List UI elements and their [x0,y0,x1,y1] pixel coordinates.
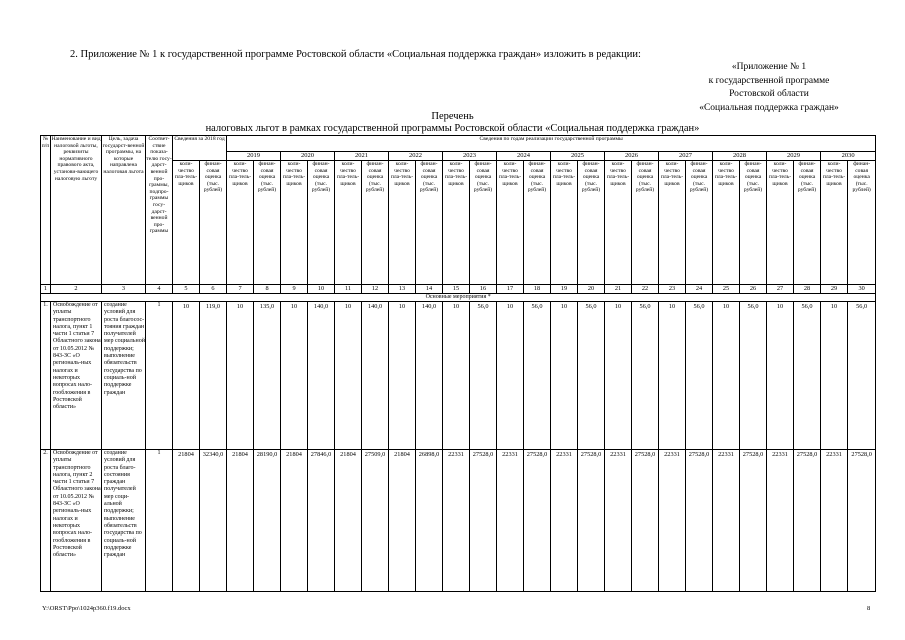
payers-count-cell: 10 [173,302,200,450]
header-payers-count: коли-чество пла-тель-щиков [767,161,794,285]
header-payers-count: коли-чество пла-тель-щиков [659,161,686,285]
financial-estimate-cell: 56,0 [740,302,767,450]
financial-estimate-cell: 56,0 [686,302,713,450]
payers-count-cell: 10 [281,302,308,450]
appendix-line: «Приложение № 1 [731,62,807,72]
payers-count-cell: 22331 [821,450,848,592]
payers-count-cell: 10 [389,302,416,450]
year-header: 2026 [605,152,659,161]
financial-estimate-cell: 27528,0 [686,450,713,592]
header-financial-estimate: финан-совая оценка (тыс. рублей) [686,161,713,285]
column-number: 19 [551,285,578,294]
column-number: 21 [605,285,632,294]
payers-count-cell: 22331 [767,450,794,592]
column-number: 18 [524,285,551,294]
column-number: 20 [578,285,605,294]
payers-count-cell: 22331 [713,450,740,592]
header-financial-estimate: финан-совая оценка (тыс. рублей) [848,161,876,285]
column-number: 27 [767,285,794,294]
column-number: 9 [281,285,308,294]
header-payers-count: коли-чество пла-тель-щиков [821,161,848,285]
header-payers-count: коли-чество пла-тель-щиков [605,161,632,285]
financial-estimate-cell: 27528,0 [740,450,767,592]
column-number: 23 [659,285,686,294]
year-header: 2024 [497,152,551,161]
year-header: 2019 [227,152,281,161]
year-header: 2022 [389,152,443,161]
payers-count-cell: 22331 [659,450,686,592]
indicator-value: 1 [146,450,173,592]
row-number: 2. [41,450,51,592]
financial-estimate-cell: 56,0 [578,302,605,450]
year-header: 2025 [551,152,605,161]
payers-count-cell: 10 [227,302,254,450]
financial-estimate-cell: 28190,0 [254,450,281,592]
benefit-name: Освобождение от уплаты транспортного налога, пункт 1 части 1 статьи 7 Областного закона от 10.05.2012 № 843-ЗС «О региональ-ных налогах и некоторых вопросах нало-гообложения в Ростовской области» [51,302,102,450]
header-row-top [41,136,876,152]
appendix-line: Ростовской области [729,89,809,99]
financial-estimate-cell: 27528,0 [578,450,605,592]
header-financial-estimate: финан-совая оценка (тыс. рублей) [362,161,389,285]
payers-count-cell: 21804 [227,450,254,592]
payers-count-cell: 21804 [281,450,308,592]
financial-estimate-cell: 27846,0 [308,450,335,592]
column-number: 29 [821,285,848,294]
header-payers-count: коли-чество пла-тель-щиков [227,161,254,285]
header-realization: Сведения по годам реализации государственной программы [227,136,876,152]
financial-estimate-cell: 27528,0 [470,450,497,592]
header-payers-count: коли-чество пла-тель-щиков [389,161,416,285]
header-financial-estimate: финан-совая оценка (тыс. рублей) [794,161,821,285]
payers-count-cell: 10 [713,302,740,450]
header-payers-count: коли-чество пла-тель-щиков [713,161,740,285]
column-number: 4 [146,285,173,294]
payers-count-cell: 21804 [389,450,416,592]
header-indicator: Соответ-ствие показа-телю госу-дарст-венной про-граммы, подпро-граммы госу-дарст-венной про-граммы [146,136,173,285]
column-number: 6 [200,285,227,294]
column-number: 7 [227,285,254,294]
intro-text: 2. Приложение № 1 к государственной программе Ростовской области «Социальная поддержка граждан» изложить в редакции: [70,49,641,60]
financial-estimate-cell: 119,0 [200,302,227,450]
financial-estimate-cell: 56,0 [524,302,551,450]
payers-count-cell: 22331 [443,450,470,592]
year-header: 2028 [713,152,767,161]
financial-estimate-cell: 27509,0 [362,450,389,592]
list-title-block [0,111,905,135]
header-name: Наименование и вид налоговой льготы, реквизиты нормативного правового акта, установи-вающего налоговую льготу [51,136,102,285]
appendix-caption [679,61,859,115]
payers-count-cell: 10 [335,302,362,450]
payers-count-cell: 10 [767,302,794,450]
payers-count-cell: 21804 [335,450,362,592]
column-number: 17 [497,285,524,294]
page-number: 8 [867,605,871,612]
financial-estimate-cell: 27528,0 [632,450,659,592]
header-financial-estimate: финан-совая оценка (тыс. рублей) [200,161,227,285]
column-number: 8 [254,285,281,294]
column-number: 25 [713,285,740,294]
header-financial-estimate: финан-совая оценка (тыс. рублей) [416,161,443,285]
year-header: 2021 [335,152,389,161]
column-number: 2 [51,285,102,294]
column-number: 15 [443,285,470,294]
list-title: Перечень [431,111,474,122]
column-number: 13 [389,285,416,294]
column-number: 28 [794,285,821,294]
column-number: 11 [335,285,362,294]
financial-estimate-cell: 135,0 [254,302,281,450]
column-number: 3 [102,285,146,294]
column-number: 1 [41,285,51,294]
payers-count-cell: 10 [443,302,470,450]
appendix-line: к государственной программе [708,75,830,86]
row-number: 1. [41,302,51,450]
header-payers-count: коли-чество пла-тель-щиков [551,161,578,285]
financial-estimate-cell: 27528,0 [524,450,551,592]
payers-count-cell: 10 [605,302,632,450]
financial-estimate-cell: 56,0 [632,302,659,450]
column-number: 5 [173,285,200,294]
year-header: 2027 [659,152,713,161]
header-financial-estimate: финан-совая оценка (тыс. рублей) [470,161,497,285]
payers-count-cell: 10 [551,302,578,450]
payers-count-cell: 22331 [551,450,578,592]
header-financial-estimate: финан-совая оценка (тыс. рублей) [308,161,335,285]
header-payers-count: коли-чество пла-тель-щиков [173,161,200,285]
financial-estimate-cell: 56,0 [470,302,497,450]
financial-estimate-cell: 32340,0 [200,450,227,592]
column-number: 10 [308,285,335,294]
header-financial-estimate: финан-совая оценка (тыс. рублей) [632,161,659,285]
header-financial-estimate: финан-совая оценка (тыс. рублей) [578,161,605,285]
column-number: 22 [632,285,659,294]
benefit-name: Освобождение от уплаты транспортного налога, пункт 2 части 1 статьи 7 Областного закона от 10.05.2012 № 843-ЗС «О региональ-ных налогах и некоторых вопросах нало-гообложения в Ростовской области» [51,450,102,592]
footer-file-path: Y:\ORST\Ppo\1024p360.f19.docx [42,605,131,612]
header-payers-count: коли-чество пла-тель-щиков [335,161,362,285]
section-label: Основные мероприятия * [41,294,876,302]
year-header: 2029 [767,152,821,161]
table-row [41,302,876,450]
table-row [41,450,876,592]
column-number: 16 [470,285,497,294]
financial-estimate-cell: 26898,0 [416,450,443,592]
payers-count-cell: 21804 [173,450,200,592]
financial-estimate-cell: 140,0 [416,302,443,450]
year-header: 2030 [821,152,876,161]
year-header: 2023 [443,152,497,161]
payers-count-cell: 10 [821,302,848,450]
column-number: 30 [848,285,876,294]
header-num: № п/п [41,136,51,285]
column-number: 26 [740,285,767,294]
tax-benefits-table [40,135,876,592]
payers-count-cell: 10 [659,302,686,450]
column-number: 12 [362,285,389,294]
financial-estimate-cell: 27528,0 [794,450,821,592]
appendix-line: «Социальная поддержка граждан» [699,102,839,113]
header-financial-estimate: финан-совая оценка (тыс. рублей) [740,161,767,285]
header-goal: Цель, задача государст-венной программы, на которые направлена налоговая льгота [102,136,146,285]
list-subtitle: налоговых льгот в рамках государственной программы Ростовской области «Социальная поддержка граждан» [205,123,700,134]
header-payers-count: коли-чество пла-тель-щиков [443,161,470,285]
column-number: 14 [416,285,443,294]
financial-estimate-cell: 56,0 [848,302,876,450]
header-financial-estimate: финан-совая оценка (тыс. рублей) [524,161,551,285]
header-payers-count: коли-чество пла-тель-щиков [281,161,308,285]
year-header: 2020 [281,152,335,161]
header-info-2018: Сведения за 2018 год [173,136,227,161]
column-number: 24 [686,285,713,294]
financial-estimate-cell: 140,0 [308,302,335,450]
payers-count-cell: 22331 [497,450,524,592]
indicator-value: 1 [146,302,173,450]
benefit-goal: создание условий для роста благо-состояния граждан получателей мер соци-альной поддержки; выполнение обязательств государства по социаль-ной поддержке граждан [102,450,146,592]
financial-estimate-cell: 56,0 [794,302,821,450]
benefit-goal: создание условий для роста благосос-тояния граждан получателей мер социальной поддержки; выполнение обязательств государства по социаль-ной поддержке граждан [102,302,146,450]
payers-count-cell: 10 [497,302,524,450]
financial-estimate-cell: 140,0 [362,302,389,450]
column-numbers-row [41,285,876,294]
section-row [41,294,876,302]
header-financial-estimate: финан-совая оценка (тыс. рублей) [254,161,281,285]
payers-count-cell: 22331 [605,450,632,592]
financial-estimate-cell: 27528,0 [848,450,876,592]
header-payers-count: коли-чество пла-тель-щиков [497,161,524,285]
